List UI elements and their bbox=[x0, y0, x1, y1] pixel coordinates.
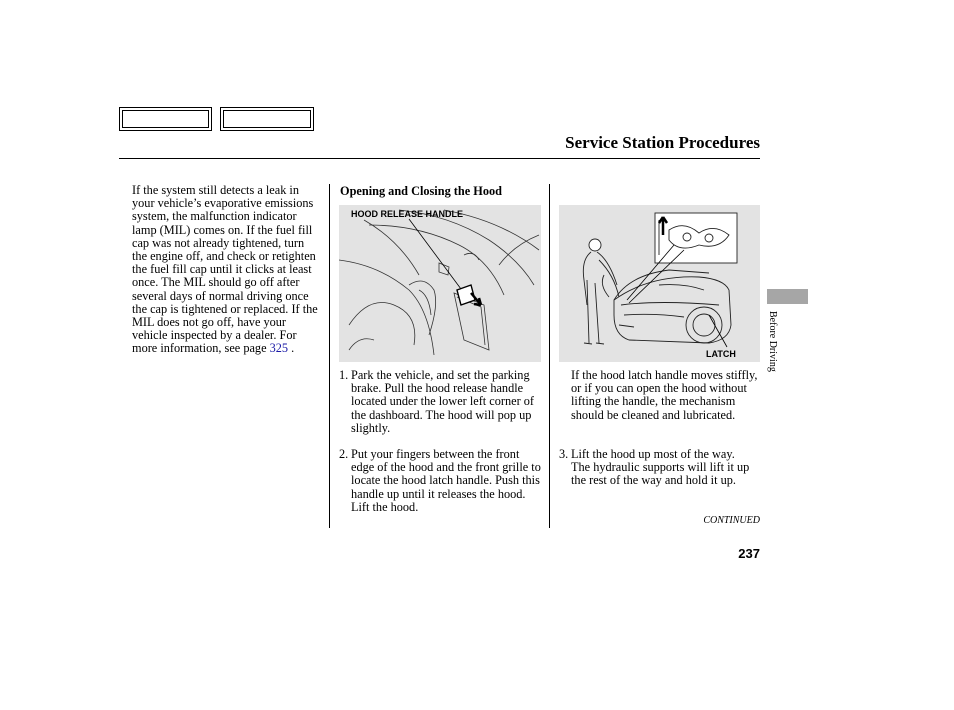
step-1-number: 1. bbox=[339, 368, 349, 382]
section-heading: Opening and Closing the Hood bbox=[340, 184, 502, 198]
hood-release-figure bbox=[339, 205, 541, 362]
hood-release-label: HOOD RELEASE HANDLE bbox=[351, 209, 464, 219]
page-link-325[interactable]: 325 bbox=[269, 341, 289, 356]
step-2 bbox=[339, 448, 544, 514]
dashboard-illustration bbox=[339, 205, 541, 362]
step-3-number: 3. bbox=[559, 447, 569, 461]
latch-label: LATCH bbox=[706, 349, 736, 359]
main-menu-button[interactable] bbox=[119, 107, 212, 131]
page-title: Service Station Procedures bbox=[565, 133, 760, 152]
car-hood-illustration bbox=[559, 205, 760, 362]
header-rule bbox=[119, 158, 760, 159]
step-3 bbox=[559, 448, 764, 504]
latch-note-text: If the hood latch handle moves stiffly, or if you can open the hood without lifting the handle, the mechanism should be cleaned and lubricated. bbox=[571, 368, 758, 422]
section-tab[interactable] bbox=[767, 289, 808, 304]
page-number: 237 bbox=[738, 546, 760, 561]
evap-paragraph-suffix: . bbox=[288, 341, 295, 356]
step-1-text: Park the vehicle, and set the parking brake. Pull the hood release handle located under the lower left corner of the dashboard. The hood will pop up slightly. bbox=[351, 368, 535, 435]
continued-label: CONTINUED bbox=[703, 515, 760, 526]
step-2-text: Put your fingers between the front edge of the hood and the front grille to locate the hood latch handle. Push this handle up until it releases the hood. Lift the hood. bbox=[351, 447, 541, 514]
evap-paragraph bbox=[132, 184, 322, 356]
section-tab-label: Before Driving bbox=[767, 311, 778, 372]
evap-paragraph-text: If the system still detects a leak in your vehicle’s evaporative emissions system, the malfunction indicator lamp (MIL) comes on. If the fuel fill cap was not already tightened, turn the engine off, and check or retighten the fuel fill cap until it clicks at least once. The MIL should go off after several days of normal driving once the cap is tightened or replaced. If the MIL does not go off, have your vehicle inspected by a dealer. For more information, see page bbox=[132, 183, 318, 356]
callout-line bbox=[409, 219, 461, 289]
step-2-number: 2. bbox=[339, 447, 349, 461]
hood-latch-figure bbox=[559, 205, 760, 362]
column-divider-right bbox=[549, 184, 550, 528]
latch-note bbox=[559, 369, 764, 435]
step-3-text: Lift the hood up most of the way. The hydraulic supports will lift it up the rest of the way and hold it up. bbox=[571, 447, 750, 488]
column-divider-left bbox=[329, 184, 330, 528]
index-button[interactable] bbox=[220, 107, 314, 131]
step-1 bbox=[339, 369, 544, 435]
